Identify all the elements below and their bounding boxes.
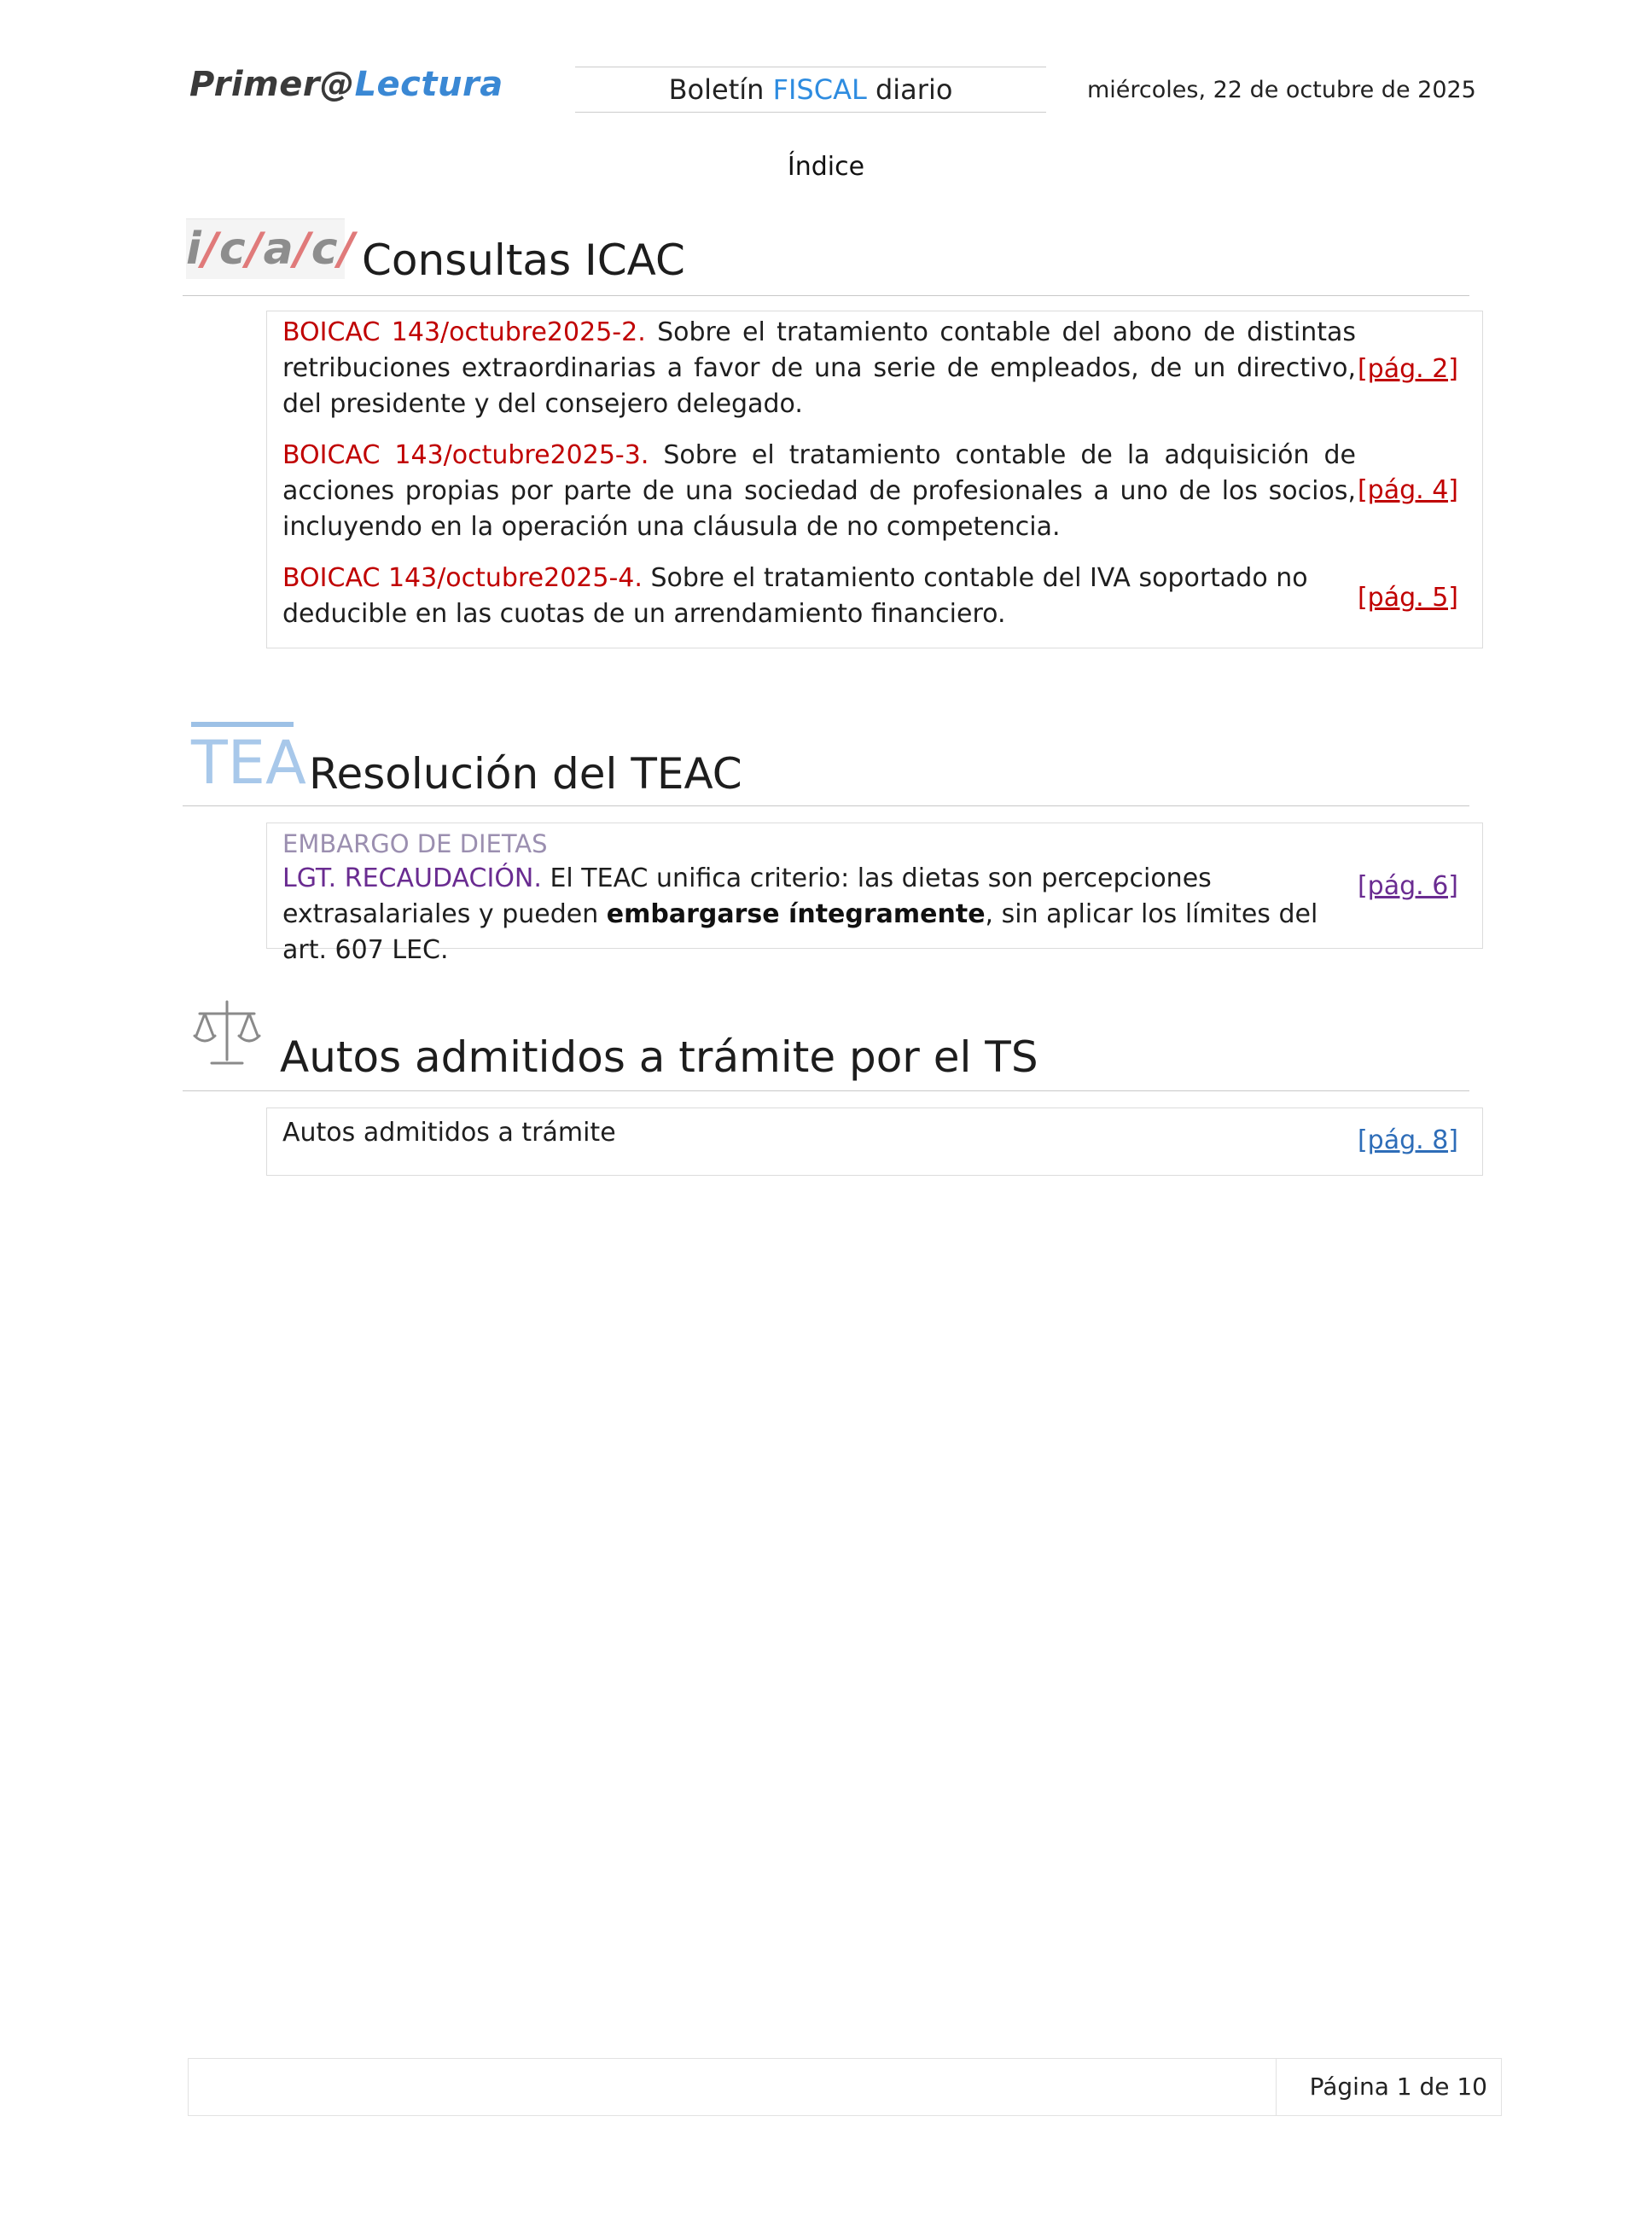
tea-logo (191, 722, 306, 798)
entry-text: Autos admitidos a trámite (282, 1118, 616, 1148)
list-item (267, 823, 1482, 968)
section-header-ts (183, 998, 1469, 1091)
bulletin-title-pre: Boletín (668, 73, 773, 106)
page-link[interactable]: [pág. 2] (1357, 354, 1458, 384)
section-header-icac (183, 218, 1469, 296)
section-title-teac: Resolución del TEAC (309, 749, 742, 799)
brand-logo-part-2: Lectura (354, 65, 503, 104)
list-item (267, 545, 1482, 632)
page-link[interactable]: [pág. 5] (1357, 583, 1458, 613)
section-title-ts: Autos admitidos a trámite por el TS (280, 1032, 1038, 1082)
list-item (267, 1108, 1482, 1155)
icac-logo: i/c/a/c/ (186, 218, 345, 279)
brand-logo (189, 65, 503, 104)
ts-entries-box (266, 1108, 1483, 1176)
entry-reference-link[interactable]: BOICAC 143/octubre2025-2. (282, 317, 646, 347)
teac-entries-box (266, 823, 1483, 965)
list-item (267, 311, 1482, 422)
entry-reference-link[interactable]: LGT. RECAUDACIÓN. (282, 863, 542, 893)
entry-caption: EMBARGO DE DIETAS (282, 829, 548, 858)
bulletin-title-accent: FISCAL (772, 73, 867, 106)
entry-reference-link[interactable]: BOICAC 143/octubre2025-4. (282, 563, 643, 593)
entry-text: BOICAC 143/octubre2025-3. Sobre el tratamiento contable de la adquisición de acciones propias por parte de una sociedad de profesionales a uno de los socios, incluyendo en la operación una cláusula de no competencia. (282, 440, 1356, 542)
scale-icon (193, 998, 261, 1068)
page-footer (188, 2058, 1502, 2116)
bulletin-title (575, 67, 1046, 113)
page-link[interactable]: [pág. 8] (1357, 1125, 1458, 1155)
icac-entries-box (266, 311, 1483, 648)
page-number: Página 1 de 10 (1309, 2073, 1487, 2101)
entry-text: LGT. RECAUDACIÓN. El TEAC unifica criterio: las dietas son percepciones extrasalariales y pueden embargarse íntegramente, sin aplicar los límites del art. 607 LEC. (282, 863, 1318, 965)
bulletin-title-post: diario (866, 73, 953, 106)
page-link[interactable]: [pág. 6] (1357, 871, 1458, 901)
section-title-icac: Consultas ICAC (362, 235, 685, 285)
svg-text:TEA: TEA (191, 728, 306, 798)
entry-reference-link[interactable]: BOICAC 143/octubre2025-3. (282, 440, 649, 470)
brand-logo-part-1: Primer@ (189, 65, 355, 104)
entry-text: BOICAC 143/octubre2025-4. Sobre el tratamiento contable del IVA soportado no deducible en las cuotas de un arrendamiento financiero. (282, 563, 1308, 629)
bulletin-date: miércoles, 22 de octubre de 2025 (1087, 77, 1476, 103)
section-header-teac (183, 722, 1469, 806)
footer-divider (1276, 2059, 1277, 2115)
page-link[interactable]: [pág. 4] (1357, 475, 1458, 505)
list-item (267, 422, 1482, 545)
index-title: Índice (787, 152, 865, 182)
entry-text: BOICAC 143/octubre2025-2. Sobre el tratamiento contable del abono de distintas retribuciones extraordinarias a favor de una serie de empleados, de un directivo, del presidente y del consejero delegado. (282, 317, 1356, 419)
